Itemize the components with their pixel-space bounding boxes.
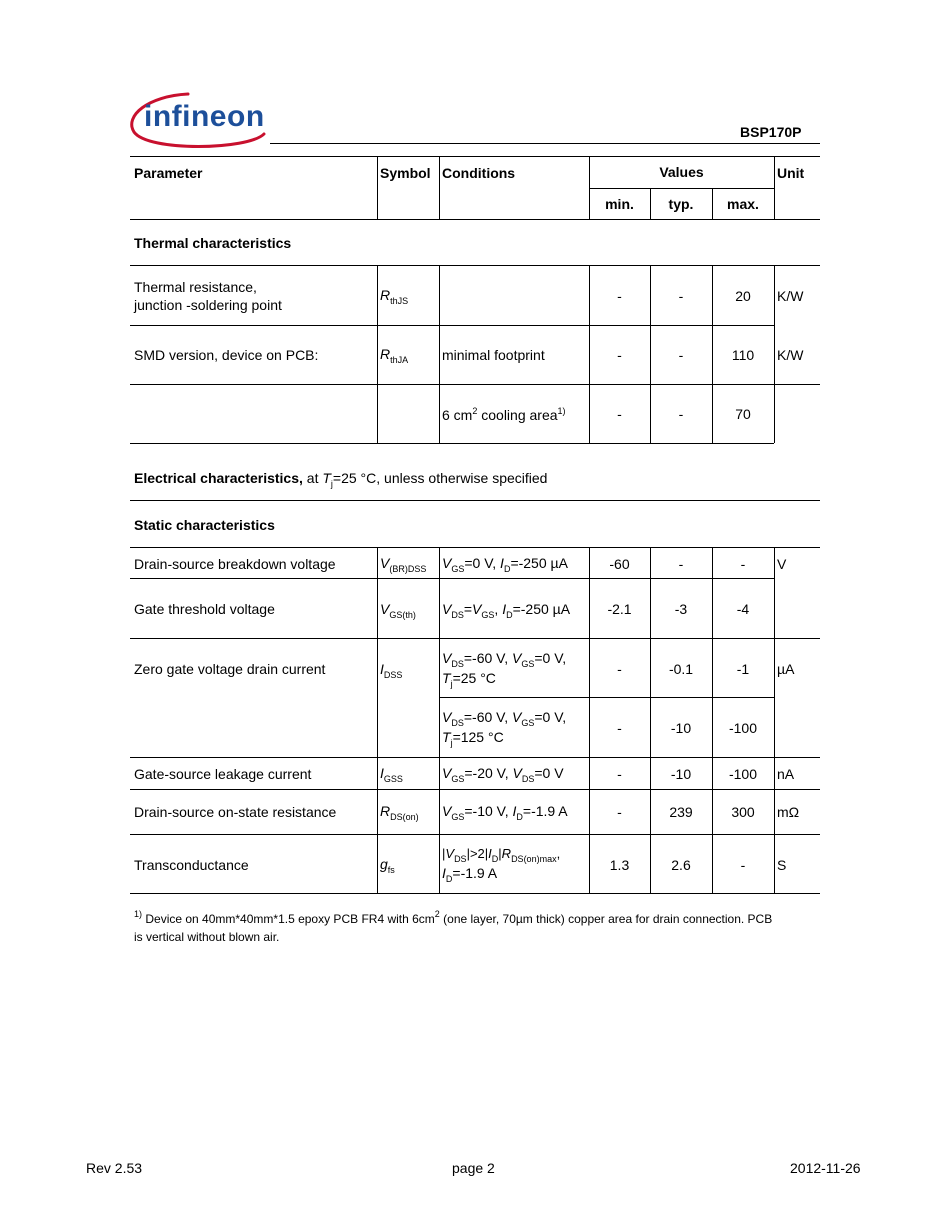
- static-r5-unit: nA: [777, 766, 795, 782]
- header-max: max.: [727, 196, 759, 212]
- static-r6-conditions: $V_{GS}=-10$ V, $I_D=-1.9$ A: [442, 803, 568, 822]
- static-r3-min: -: [617, 661, 622, 677]
- static-r1-min: -60: [609, 556, 630, 572]
- footer-page: page 2: [452, 1160, 495, 1176]
- static-r7-unit: S: [777, 857, 787, 873]
- thermal-row2-param: SMD version, device on PCB:: [134, 347, 319, 363]
- static-r6-min: -: [617, 804, 622, 820]
- thermal-row2-symbol: $R_{thJA}$: [380, 346, 409, 365]
- header-typ: typ.: [668, 196, 694, 212]
- thermal-row3-typ: -: [678, 406, 684, 422]
- header-unit: Unit: [777, 165, 805, 181]
- thermal-row1-param-line1: Thermal resistance,: [134, 279, 257, 295]
- static-r1-typ: -: [678, 556, 684, 572]
- static-r1-max: -: [740, 556, 746, 572]
- static-r3-max: -1: [736, 661, 750, 677]
- static-r7-symbol: $g_{fs}$: [380, 856, 395, 875]
- header-min: min.: [605, 196, 634, 212]
- static-r5-conditions: $V_{GS}=-20$ V, $V_{DS}=0$ V: [442, 765, 564, 784]
- static-r5-symbol: $I_{GSS}$: [380, 765, 403, 784]
- thermal-row1-typ: -: [678, 288, 684, 304]
- header-parameter: Parameter: [134, 165, 203, 181]
- thermal-row1-symbol: $R_{thJS}$: [380, 287, 409, 306]
- static-r7-max: -: [740, 857, 746, 873]
- static-r3-conditions-line1: $V_{DS}=-60$ V, $V_{GS}=0$ V,: [442, 650, 567, 669]
- static-r3-conditions-line2: $T_j=25$ °C: [442, 670, 496, 689]
- static-r6-unit: mΩ: [777, 804, 800, 820]
- static-r7-typ: 2.6: [671, 857, 691, 873]
- static-r7-conditions-line1: $|V_{DS}|>2|I_D|R_{DS(on)max}$,: [442, 846, 561, 864]
- thermal-row3-max: 70: [735, 406, 751, 422]
- static-r3-unit: µA: [777, 661, 795, 677]
- thermal-row3-conditions: 6 $cm^2$ cooling area$^{1)}$: [442, 406, 566, 423]
- section-title-static: Static characteristics: [134, 517, 275, 533]
- static-r4-conditions-line2: $T_j=125$ °C: [442, 729, 504, 748]
- static-r5-typ: -10: [670, 766, 692, 782]
- static-r4-typ: -10: [670, 720, 692, 736]
- thermal-row2-max: 110: [731, 347, 755, 363]
- static-r2-conditions: $V_{DS}=V_{GS}$, $I_D=-250$ µA: [442, 601, 571, 620]
- static-r1-symbol: $V_{(BR)DSS}$: [380, 555, 427, 574]
- static-r4-max: -100: [728, 720, 758, 736]
- static-r7-min: 1.3: [609, 857, 630, 873]
- header-values: Values: [659, 164, 704, 180]
- static-r6-param: Drain-source on-state resistance: [134, 804, 337, 820]
- static-r6-max: 300: [731, 804, 755, 820]
- static-r3-symbol: $I_{DSS}$: [380, 661, 403, 680]
- static-r2-param: Gate threshold voltage: [134, 601, 275, 617]
- static-r7-param: Transconductance: [134, 857, 249, 873]
- thermal-row1-min: -: [617, 288, 622, 304]
- static-r4-conditions-line1: $V_{DS}=-60$ V, $V_{GS}=0$ V,: [442, 709, 567, 728]
- static-r5-param: Gate-source leakage current: [134, 766, 312, 782]
- static-r3-typ: -0.1: [668, 661, 694, 677]
- thermal-row2-min: -: [617, 347, 622, 363]
- section-title-thermal: Thermal characteristics: [134, 235, 292, 251]
- svg-text:infineon: infineon: [144, 100, 265, 133]
- static-r1-unit: V: [777, 556, 787, 572]
- static-r6-typ: 239: [669, 804, 693, 820]
- thermal-row1-unit: K/W: [777, 288, 804, 304]
- thermal-row2-typ: -: [678, 347, 684, 363]
- header-symbol: Symbol: [380, 165, 431, 181]
- static-r3-param: Zero gate voltage drain current: [134, 661, 326, 677]
- static-r1-conditions: $V_{GS}=0$ V, $I_D=-250$ µA: [442, 555, 568, 574]
- thermal-row3-min: -: [617, 406, 622, 422]
- static-r2-max: -4: [736, 601, 750, 617]
- thermal-row1-param-line2: junction -soldering point: [134, 297, 282, 313]
- static-r2-min: -2.1: [607, 601, 632, 617]
- thermal-row1-max: 20: [735, 288, 751, 304]
- static-r1-param: Drain-source breakdown voltage: [134, 556, 336, 572]
- thermal-row2-unit: K/W: [777, 347, 804, 363]
- header-rule: [270, 143, 820, 144]
- static-r6-symbol: $R_{DS(on)}$: [380, 803, 419, 822]
- static-r4-min: -: [617, 720, 622, 736]
- static-r2-typ: -3: [674, 601, 688, 617]
- infineon-logo: [128, 92, 270, 148]
- part-number: BSP170P: [740, 124, 802, 140]
- footnote: $^{1)}$ Device on 40mm*40mm*1.5 epoxy PCB FR4 with $6cm^2$ (one layer, 70µm thick) copper area for drain connection. PCB is vertical without blown air.: [134, 909, 773, 944]
- static-r2-symbol: $V_{GS(th)}$: [380, 601, 416, 620]
- footer-revision: Rev 2.53: [86, 1160, 143, 1176]
- static-r5-max: -100: [728, 766, 758, 782]
- static-r7-conditions-line2: $I_D=-1.9$ A: [442, 865, 498, 884]
- header-conditions: Conditions: [442, 165, 516, 181]
- static-r5-min: -: [617, 766, 622, 782]
- thermal-row2-conditions: minimal footprint: [442, 347, 545, 363]
- section-title-electrical: Electrical characteristics, at $T_j=25$ °C, unless otherwise specified: [134, 470, 548, 489]
- footer-date: 2012-11-26: [790, 1160, 861, 1176]
